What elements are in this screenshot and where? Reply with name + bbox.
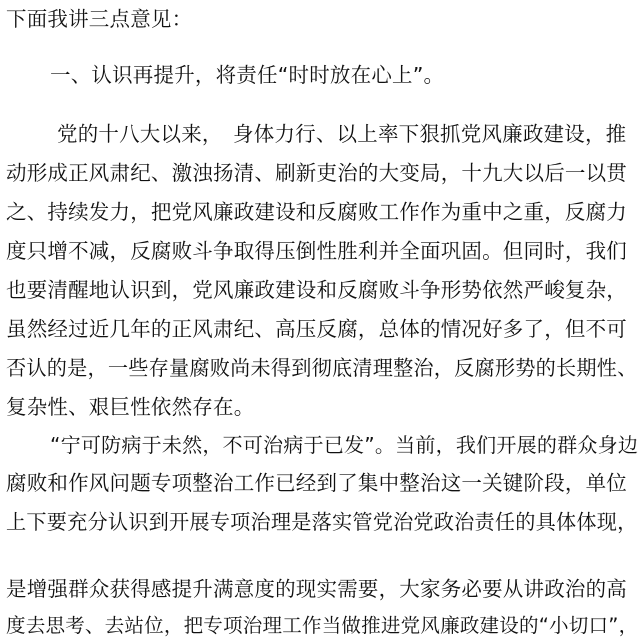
paragraph-1-line-1: 党的十八大以来， 身体力行、以上率下狠抓党风廉政建设，推 xyxy=(57,122,627,146)
paragraph-2-line-2: 腐败和作风问题专项整治工作已经到了集中整治这一关键阶段，单位 xyxy=(6,471,627,495)
paragraph-3-line-2: 度去思考、去站位，把专项治理工作当做推进党风廉政建设的“小切口”， xyxy=(6,614,638,637)
paragraph-2-line-3: 上下要充分认识到开展专项治理是落实管党治党政治责任的具体体现， xyxy=(6,510,638,534)
intro-line: 下面我讲三点意见： xyxy=(6,7,193,31)
paragraph-1-line-6: 虽然经过近几年的正风肃纪、高压反腐，总体的情况好多了，但不可 xyxy=(6,317,627,341)
paragraph-1-line-2: 动形成正风肃纪、激浊扬清、刷新吏治的大变局，十九大以后一以贯 xyxy=(6,161,627,185)
paragraph-1-line-5: 也要清醒地认识到，党风廉政建设和反腐败斗争形势依然严峻复杂， xyxy=(6,278,627,302)
paragraph-2-line-1: “宁可防病于未然，不可治病于已发”。当前，我们开展的群众身边 xyxy=(50,433,638,457)
paragraph-1-line-7: 否认的是，一些存量腐败尚未得到彻底清理整治，反腐形势的长期性、 xyxy=(6,356,638,380)
paragraph-1-line-4: 度只增不减，反腐败斗争取得压倒性胜利并全面巩固。但同时，我们 xyxy=(6,239,627,263)
paragraph-3-line-1: 是增强群众获得感提升满意度的现实需要，大家务必要从讲政治的高 xyxy=(6,577,627,601)
paragraph-1-line-3: 之、持续发力，把党风廉政建设和反腐败工作作为重中之重，反腐力 xyxy=(6,200,627,224)
paragraph-1-line-8: 复杂性、艰巨性依然存在。 xyxy=(6,395,255,419)
section-heading-1: 一、认识再提升，将责任“时时放在心上”。 xyxy=(50,63,445,87)
